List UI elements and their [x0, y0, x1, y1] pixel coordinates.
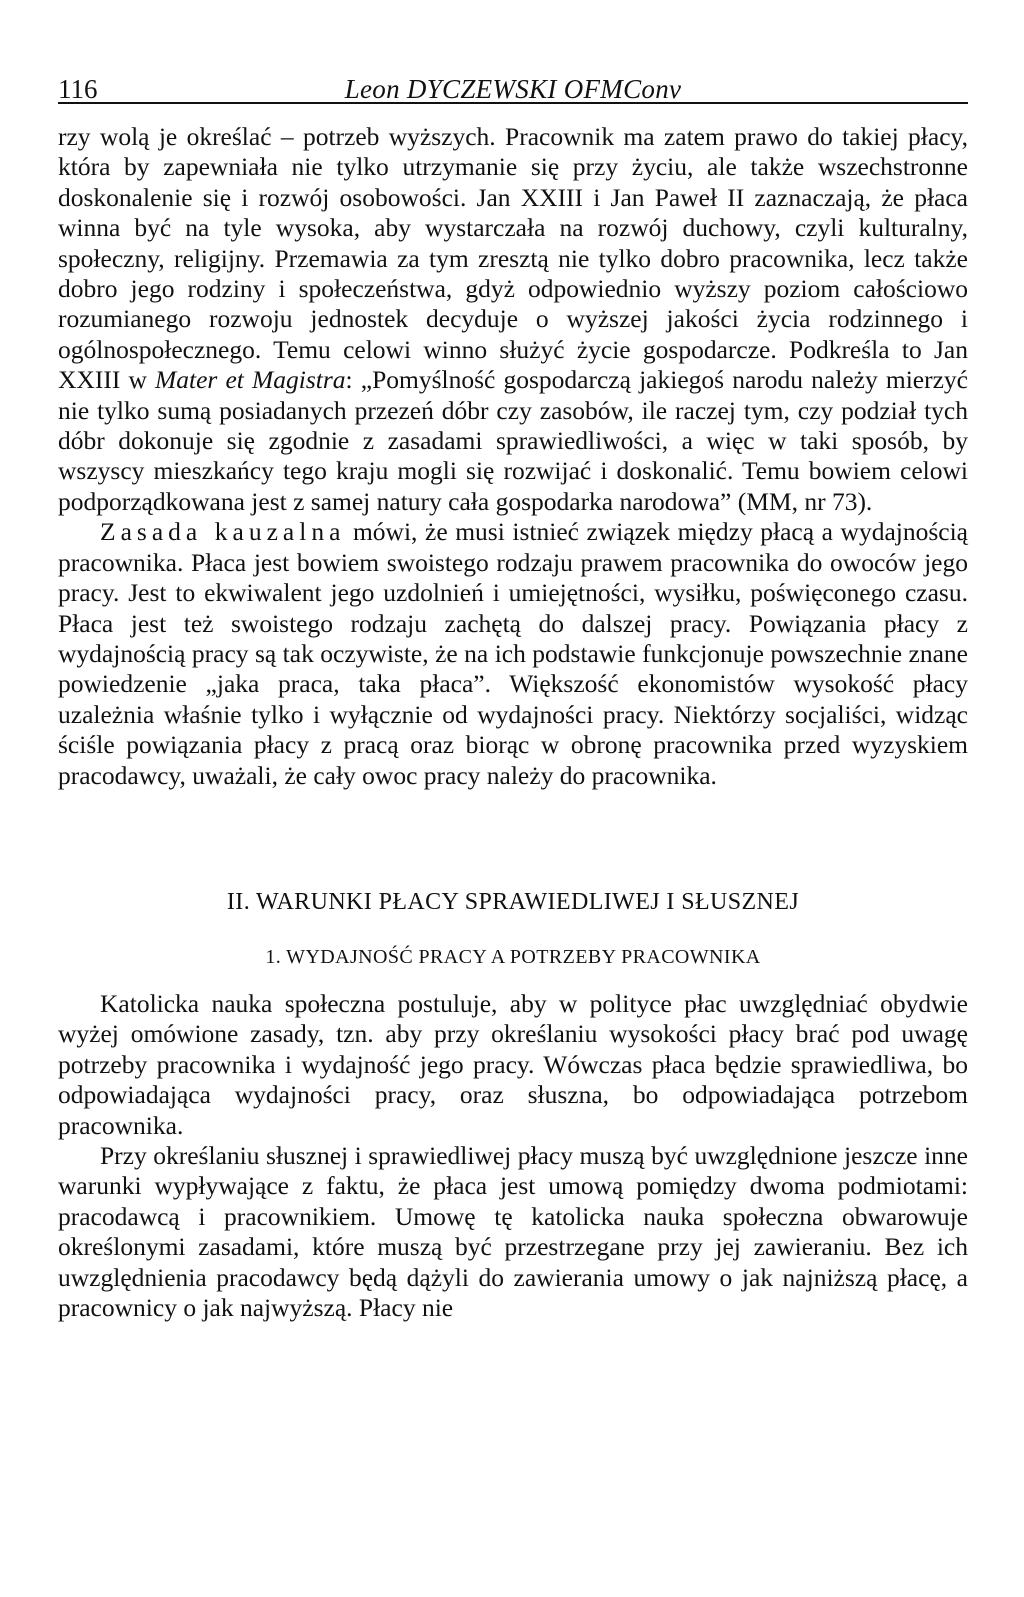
work-title: Mater et Magistra — [155, 365, 346, 395]
paragraph-1-text: rzy wolą je określać – potrzeb wyższych. Pracownik ma zatem prawo do takiej płacy, która by zapewniała nie tylko utrzymanie się przy życiu, ale także wszechstronne doskonalenie się i rozwój osobowości. Jan XXIII i Jan Paweł II zaznaczają, że płaca winna być na tyle wysoka, aby wystarczała na rozwój duchowy, czyli kulturalny, społeczny, religijny. Przemawia za tym zresztą nie tylko dobro pracownika, lecz także dobro jego rodziny i społeczeństwa, gdyż odpowiednio wyższy poziom całościowo rozumianego rozwoju jednostek decyduje o wyższej jakości życia rodzinnego i ogólnospołecznego. Temu celowi winno służyć życie gospodarcze. Podkreśla to Jan XXIII w — [58, 122, 968, 395]
section-heading: II. WARUNKI PŁACY SPRAWIEDLIWEJ I SŁUSZNEJ — [226, 888, 800, 915]
spaced-term: Zasada kauzalna — [100, 517, 346, 547]
paragraph-1-quote: : „Pomyślność gospodarczą jakiegoś narodu należy mierzyć nie tylko sumą posiadanych przezeń dóbr czy zasobów, ile raczej tym, czy podział tych dóbr dokonuje się zgodnie z zasadami sprawiedliwości, a więc w taki sposób, by wszyscy mieszkańcy tego kraju mogli się rozwijać i doskonalić. Temu bowiem celowi podporządkowana jest z samej natury cała gospodarka narodowa” (MM, nr 73). — [58, 365, 968, 516]
paragraph-3: Katolicka nauka społeczna postuluje, aby w polityce płac uwzględniać obydwie wyżej omówione zasady, tzn. aby przy określaniu wysokości płacy brać pod uwagę potrzeby pracownika i wydajność jego pracy. Wówczas płaca będzie sprawiedliwa, bo odpowiadająca wydajności pracy, oraz słuszna, bo odpowiadająca potrzebom pracownika. — [58, 988, 968, 1140]
subsection-heading: 1. WYDAJNOŚĆ PRACY A POTRZEBY PRACOWNIKA — [265, 945, 761, 968]
paragraph-2-text: mówi, że musi istnieć związek między płacą a wydajnością pracownika. Płaca jest bowiem swoistego rodzaju prawem pracownika do owoców jego pracy. Jest to ekwiwalent jego uzdolnień i umiejętności, wysiłku, poświęconego czasu. Płaca jest też swoistego rodzaju zachętą do dalszej pracy. Powiązania płacy z wydajnością pracy są tak oczywiste, że na ich podstawie funkcjonuje powszechnie znane powiedzenie „jaka praca, taka płaca”. Większość ekonomistów wysokość płacy uzależnia właśnie tylko i wyłącznie od wydajności pracy. Niektórzy socjaliści, widząc ściśle powiązania płacy z pracą oraz biorąc w obronę pracownika przed wyzyskiem pracodawcy, uważali, że cały owoc pracy należy do pracownika. — [58, 517, 968, 790]
running-head — [58, 58, 968, 102]
page-number: 116 — [58, 74, 98, 104]
running-title: Leon DYCZEWSKI OFMConv — [344, 74, 682, 104]
page — [58, 58, 968, 1323]
paragraph-4: Przy określaniu słusznej i sprawiedliwej płacy muszą być uwzględnione jeszcze inne warunki wypływające z faktu, że płaca jest umową pomiędzy dwoma podmiotami: pracodawcą i pracownikiem. Umowę tę katolicka nauka społeczna obwarowuje określonymi zasadami, które muszą być przestrzegane przy jej zawieraniu. Bez ich uwzględnienia pracodawcy będą dążyli do zawierania umowy o jak najniższą płacę, a pracownicy o jak najwyższą. Płacy nie — [58, 1140, 968, 1322]
paragraph-1 — [58, 122, 968, 517]
paragraph-2 — [58, 517, 968, 791]
